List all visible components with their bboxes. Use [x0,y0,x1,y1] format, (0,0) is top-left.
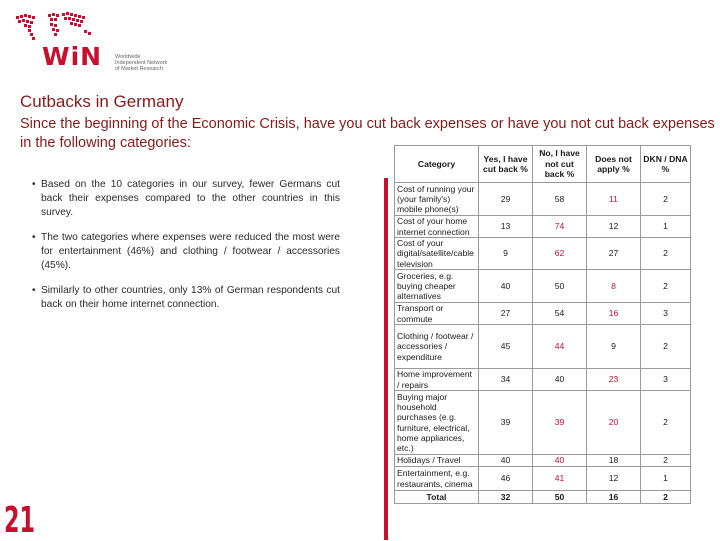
row-category: Transport or commute [395,303,479,325]
row-no: 39 [533,391,587,455]
finding-item: • The two categories where expenses were reduced the most were for entertainment (46%) and clothing / footwear / accessories (45%). [32,231,340,273]
finding-item: • Based on the 10 categories in our survey, fewer Germans cut back their expenses compared to the other countries in this survey. [32,178,340,220]
row-no: 44 [533,325,587,369]
logo-tagline [115,54,185,72]
table-row [395,369,691,391]
row-dkn-dna: 2 [641,238,691,270]
row-category: Clothing / footwear / accessories / expenditure [395,325,479,369]
row-dkn-dna: 1 [641,467,691,491]
row-yes: 40 [479,455,533,467]
row-yes: 27 [479,303,533,325]
logo-tagline-line: Independent Network [115,60,168,66]
table-row [395,216,691,238]
row-category: Home improvement / repairs [395,369,479,391]
total-no: 50 [533,491,587,504]
table-row [395,467,691,491]
row-does-not-apply: 12 [587,467,641,491]
row-yes: 45 [479,325,533,369]
total-label: Total [395,491,479,504]
table-header-row [395,146,691,183]
row-no: 58 [533,183,587,216]
row-does-not-apply: 27 [587,238,641,270]
logo-wordmark: WiN [42,42,103,71]
total-does-not-apply: 16 [587,491,641,504]
row-dkn-dna: 2 [641,325,691,369]
header-category: Category [395,146,479,183]
row-no: 41 [533,467,587,491]
total-dkn-dna: 2 [641,491,691,504]
row-yes: 29 [479,183,533,216]
finding-item: • Similarly to other countries, only 13% of German respondents cut back on their home internet connection. [32,284,340,312]
table-row [395,238,691,270]
table-total-row [395,491,691,504]
row-category: Entertainment, e.g. restaurants, cinema [395,467,479,491]
row-no: 62 [533,238,587,270]
header-does-not-apply: Does not apply % [587,146,641,183]
row-category: Cost of your digital/satellite/cable television [395,238,479,270]
table-row [395,183,691,216]
logo-tagline-line: Worldwide [115,54,141,60]
row-yes: 9 [479,238,533,270]
row-yes: 40 [479,270,533,303]
header-yes: Yes, I have cut back % [479,146,533,183]
row-no: 54 [533,303,587,325]
row-yes: 34 [479,369,533,391]
row-dkn-dna: 2 [641,270,691,303]
total-yes: 32 [479,491,533,504]
row-no: 40 [533,369,587,391]
row-dkn-dna: 2 [641,391,691,455]
row-does-not-apply: 8 [587,270,641,303]
row-does-not-apply: 9 [587,325,641,369]
row-no: 50 [533,270,587,303]
table-accent-bar [384,178,388,540]
row-does-not-apply: 16 [587,303,641,325]
row-category: Cost of your home internet connection [395,216,479,238]
row-dkn-dna: 1 [641,216,691,238]
row-does-not-apply: 18 [587,455,641,467]
table-row [395,303,691,325]
row-dkn-dna: 2 [641,183,691,216]
table-row [395,391,691,455]
row-yes: 39 [479,391,533,455]
row-dkn-dna: 3 [641,303,691,325]
page-number: 21 [4,500,36,541]
table-row [395,325,691,369]
row-does-not-apply: 20 [587,391,641,455]
row-dkn-dna: 3 [641,369,691,391]
row-category: Cost of running your (your family's) mobile phone(s) [395,183,479,216]
survey-question: Since the beginning of the Economic Crisis, have you cut back expenses or have you not cut back expenses in the following categories: [20,116,715,151]
row-does-not-apply: 23 [587,369,641,391]
cutbacks-table [394,145,691,504]
row-yes: 46 [479,467,533,491]
win-logo [12,10,172,72]
logo-tagline-line: of Market Research [115,66,163,72]
table-row [395,455,691,467]
table-row [395,270,691,303]
row-dkn-dna: 2 [641,455,691,467]
row-category: Holidays / Travel [395,455,479,467]
row-does-not-apply: 12 [587,216,641,238]
row-no: 74 [533,216,587,238]
header-dkn-dna: DKN / DNA % [641,146,691,183]
row-no: 40 [533,455,587,467]
row-category: Groceries, e.g. buying cheaper alternatives [395,270,479,303]
findings-list [32,178,340,323]
page-title: Cutbacks in Germany [20,92,184,111]
row-does-not-apply: 11 [587,183,641,216]
header-no: No, I have not cut back % [533,146,587,183]
row-yes: 13 [479,216,533,238]
row-category: Buying major household purchases (e.g. furniture, electrical, home appliances, etc.) [395,391,479,455]
